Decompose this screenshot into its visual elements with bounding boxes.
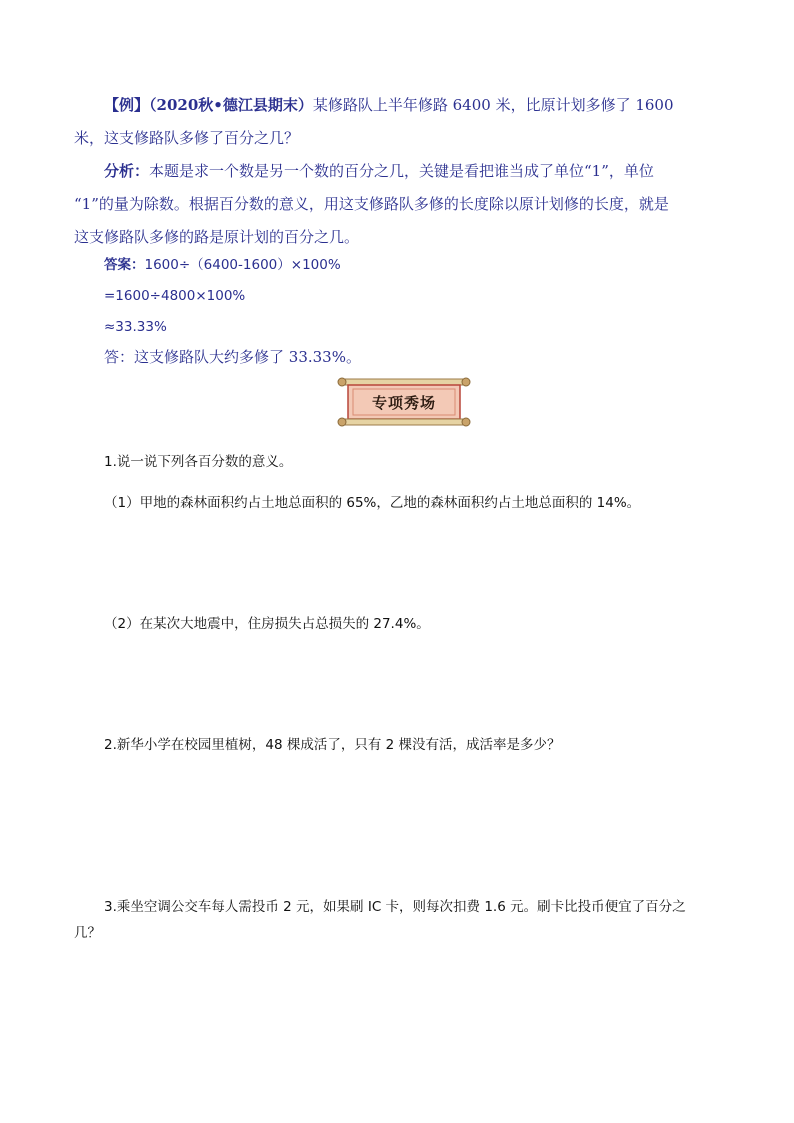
answer-step3: ≈33.33% [104,319,167,335]
question-1: 1.说一说下列各百分数的意义。 [104,454,293,470]
question-1-part-2: （2）在某次大地震中，住房损失占总损失的 27.4%。 [104,616,430,632]
question-2: 2.新华小学在校园里植树，48 棵成活了，只有 2 棵没有活，成活率是多少？ [104,737,561,753]
question-3-line1: 3.乘坐空调公交车每人需投币 2 元，如果刷 IC 卡，则每次扣费 1.6 元。刷卡比投币便宜了百分之 [104,899,686,915]
analysis-line1 [104,161,654,181]
answer-step1: 1600÷（6400-1600）×100% [144,257,341,273]
example-question-line1 [104,95,674,115]
example-question-line2: 米，这支修路队多修了百分之几？ [74,129,300,147]
analysis-label: 分析： [104,162,150,180]
answer-step2: =1600÷4800×100% [104,288,246,304]
analysis-line3: 这支修路队多修的路是原计划的百分之几。 [74,228,360,246]
analysis-text-line1: 本题是求一个数是另一个数的百分之几，关键是看把谁当成了单位“1”，单位 [149,162,654,180]
banner-title: 专项秀场 [371,393,436,412]
question-1-part-1: （1）甲地的森林面积约占土地总面积的 65%，乙地的森林面积约占土地总面积的 14%。 [104,495,641,511]
answer-final: 答：这支修路队大约多修了 33.33%。 [104,348,361,366]
example-source: （2020秋•德江县期末） [149,96,313,114]
section-banner [336,376,472,428]
example-tag: 【例】 [104,96,150,114]
question-3-line2: 几？ [74,925,101,941]
answer-label: 答案： [104,257,145,273]
analysis-line2: “1”的量为除数。根据百分数的意义，用这支修路队多修的长度除以原计划修的长度，就是 [74,195,669,213]
example-question-text: 某修路队上半年修路 6400 米，比原计划多修了 1600 [312,96,674,114]
answer-step1-line [104,255,341,275]
